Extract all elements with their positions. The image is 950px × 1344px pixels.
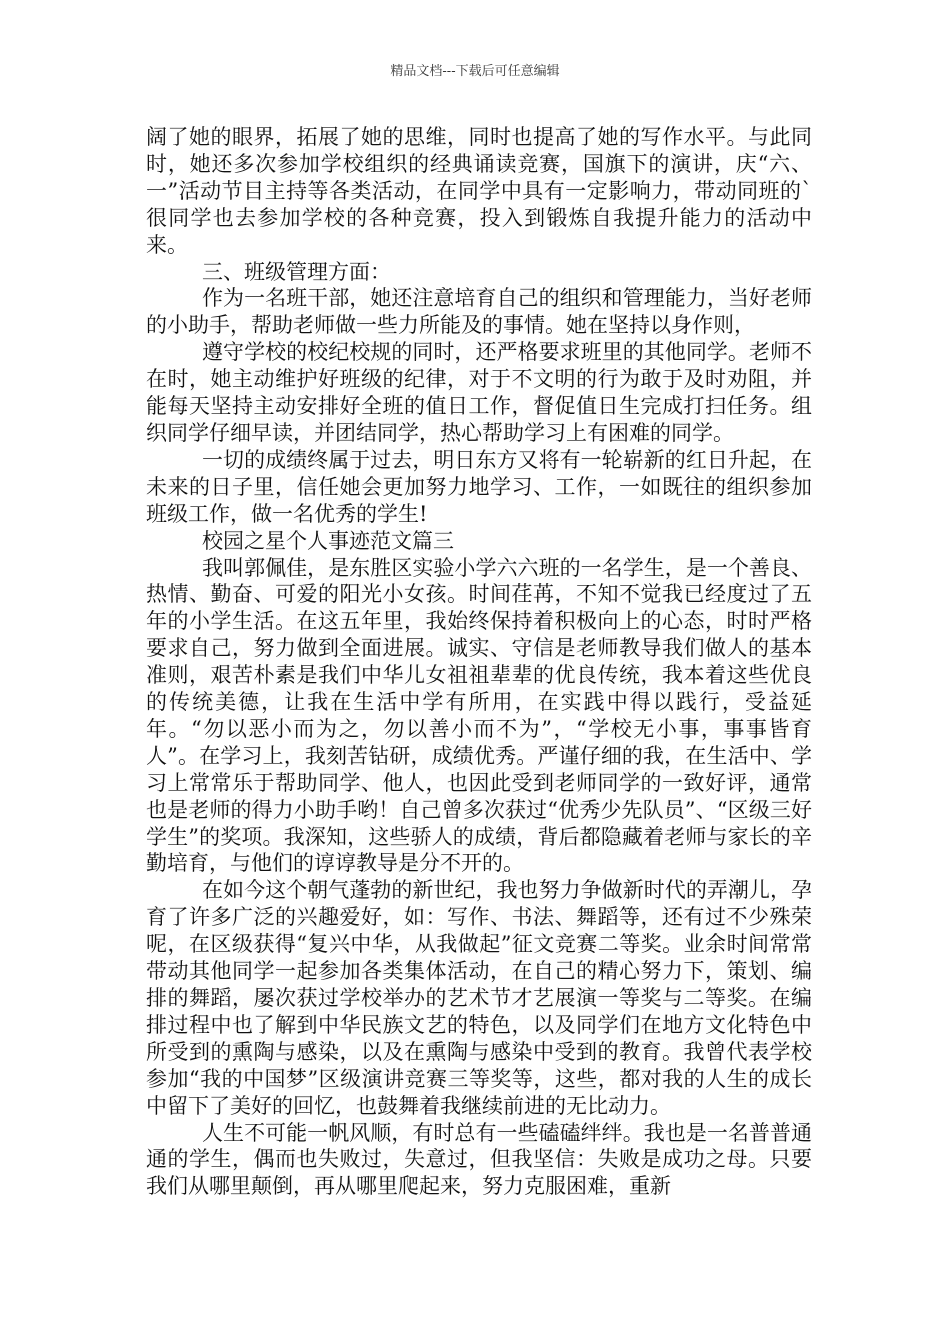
page-header: 精品文档---下载后可任意编辑	[390, 64, 560, 79]
paragraph-2: 作为一名班干部，她还注意培育自己的组织和管理能力，当好老师的小助手，帮助老师做一些力所能及的事情。她在坚持以身作则，	[146, 286, 812, 338]
paragraph-6: 在如今这个朝气蓬勃的新世纪，我也努力争做新时代的弄潮儿，孕育了许多广泛的兴趣爱好，如：写作、书法、舞蹈等，还有过不少殊荣呢，在区级获得“复兴中华，从我做起”征文竞赛二等奖。业余时间常常带动其他同学一起参加各类集体活动，在自己的精心努力下，策划、编排的舞蹈，屡次获过学校举办的艺术节才艺展演一等奖与二等奖。在编排过程中也了解到中华民族文艺的特色，以及同学们在地方文化特色中所受到的熏陶与感染，以及在熏陶与感染中受到的教育。我曾代表学校参加“我的中国梦”区级演讲竞赛三等奖等，这些，都对我的人生的成长中留下了美好的回忆，也鼓舞着我继续前进的无比动力。	[146, 878, 812, 1118]
paragraph-3: 遵守学校的校纪校规的同时，还严格要求班里的其他同学。老师不在时，她主动维护好班级的纪律，对于不文明的行为敢于及时劝阻，并能每天坚持主动安排好全班的值日工作，督促值日生完成打扫任务。组织同学仔细早读，并团结同学，热心帮助学习上有困难的同学。	[146, 340, 812, 445]
document-body	[146, 124, 812, 1200]
section-heading-class-management: 三、班级管理方面：	[202, 259, 391, 284]
section-title-part-three: 校园之星个人事迹范文篇三	[202, 528, 454, 553]
paragraph-1: 阔了她的眼界，拓展了她的思维，同时也提高了她的写作水平。与此同时，她还多次参加学校组织的经典诵读竞赛，国旗下的演讲，庆“六、一”活动节目主持等各类活动，在同学中具有一定影响力，带动同班的`很同学也去参加学校的各种竞赛，投入到锻炼自我提升能力的活动中来。	[146, 125, 812, 257]
paragraph-7: 人生不可能一帆风顺，有时总有一些磕磕绊绊。我也是一名普普通通的学生，偶而也失败过，失意过，但我坚信：失败是成功之母。只要我们从哪里颠倒，再从哪里爬起来，努力克服困难，重新	[146, 1120, 812, 1199]
paragraph-5: 我叫郭佩佳，是东胜区实验小学六六班的一名学生，是一个善良、热情、勤奋、可爱的阳光小女孩。时间荏苒，不知不觉我已经度过了五年的小学生活。在这五年里，我始终保持着积极向上的心态，时时严格要求自己，努力做到全面进展。诚实、守信是老师教导我们做人的基本准则，艰苦朴素是我们中华儿女祖祖辈辈的优良传统，我本着这些优良的传统美德，让我在生活中学有所用，在实践中得以践行，受益延年。“勿以恶小而为之，勿以善小而不为”，“学校无小事，事事皆育人”。在学习上，我刻苦钻研，成绩优秀。严谨仔细的我，在生活中、学习上常常乐于帮助同学、他人，也因此受到老师同学的一致好评，通常也是老师的得力小助手哟！自己曾多次获过“优秀少先队员”、“区级三好学生”的奖项。我深知，这些骄人的成绩，背后都隐藏着老师与家长的辛勤培育，与他们的谆谆教导是分不开的。	[146, 555, 812, 876]
paragraph-4: 一切的成绩终属于过去，明日东方又将有一轮崭新的红日升起，在未来的日子里，信任她会更加努力地学习、工作，一如既往的组织参加班级工作，做一名优秀的学生!	[146, 447, 812, 526]
